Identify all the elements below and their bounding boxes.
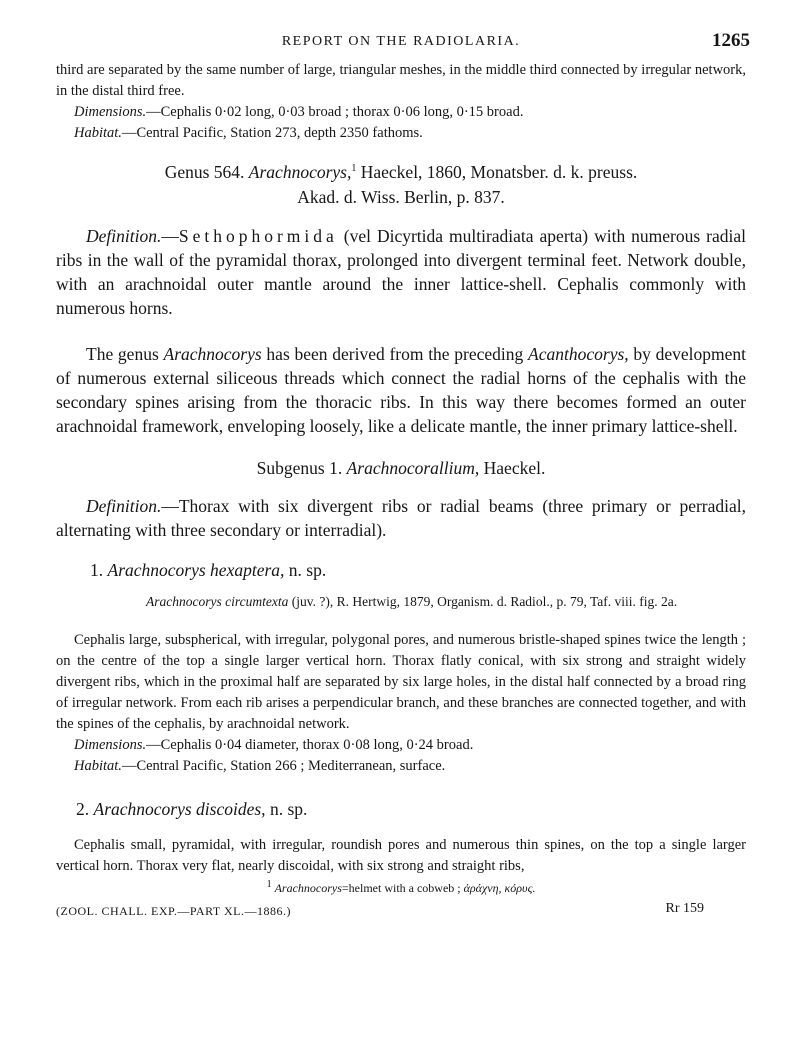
running-header [56, 30, 750, 60]
habitat-label: Habitat. [74, 125, 122, 141]
species-1-dimensions-label: Dimensions. [74, 737, 147, 753]
species-1-number: 1. [90, 560, 104, 580]
subgenus-author: Haeckel. [483, 458, 546, 478]
species-1-heading [90, 558, 746, 582]
footnote-greek: ἀράχνη, κόρυς. [463, 881, 536, 895]
genus-discussion-part-3: by development of numerous external siliceous threads which connect the radial horns of the cephalis with the secondary spines arising from the thoracic ribs. In this way there becomes formed an outer arachnoidal framework, enveloping loosely, like a delicate mantle, the inner primary lattice-shell. [56, 344, 747, 436]
genus-discussion-part-1: The genus [86, 344, 159, 364]
subgenus-definition-text: —Thorax with six divergent ribs or radial beams (three primary or perradial, alternating with three secondary or interradial). [56, 496, 746, 540]
species-1-synonym-name: Arachnocorys circumtexta [146, 594, 289, 609]
subgenus-definition [56, 494, 746, 542]
dimensions-label: Dimensions. [74, 104, 147, 120]
genus-discussion-name-2: Acanthocorys, [528, 344, 629, 364]
subgenus-name: Arachnocorallium, [346, 458, 480, 478]
genus-definition-dash: — [161, 226, 179, 246]
species-1-habitat [56, 756, 746, 777]
genus-discussion [56, 342, 746, 438]
page-number: 1265 [712, 30, 750, 51]
footnote-number: 1 [266, 879, 272, 890]
intro-continuation: third are separated by the same number of large, triangular meshes, in the middle third connected by irregular network, in the distal third free. [56, 62, 746, 99]
intro-dimensions [56, 102, 746, 123]
genus-definition-family: Sethophormida [178, 226, 338, 246]
genus-heading-line-2: Akad. d. Wiss. Berlin, p. 837. [297, 187, 505, 207]
dimensions-text: —Cephalis 0·02 long, 0·03 broad ; thorax 0·06 long, 0·15 broad. [146, 104, 524, 120]
species-1-dimensions-text: —Cephalis 0·04 diameter, thorax 0·08 long, 0·24 broad. [146, 737, 474, 753]
genus-name: Arachnocorys, [248, 162, 352, 182]
genus-author-citation: Haeckel, 1860, Monatsber. d. k. preuss. [360, 162, 638, 182]
species-1-name: Arachnocorys hexaptera, [107, 560, 285, 580]
page-footer [56, 901, 746, 923]
species-1-synonymy [146, 592, 746, 612]
species-1-habitat-label: Habitat. [74, 758, 122, 774]
species-1-dimensions [56, 735, 746, 756]
subgenus-heading [56, 456, 746, 480]
footer-signature: Rr 159 [665, 901, 704, 916]
footnote-marker: 1 [351, 163, 357, 175]
genus-definition-text: (vel Dicyrtida multiradiata aperta) with numerous radial ribs in the wall of the pyramidal thorax, prolonged into divergent terminal feet. Network double, with an arachnoidal outer mantle around the inner lattice-shell. Cephalis commonly with numerous horns. [56, 226, 746, 318]
species-1-synonym-reference: (juv. ?), R. Hertwig, 1879, Organism. d. Radiol., p. 79, Taf. viii. fig. 2a. [291, 594, 678, 609]
species-1-status: n. sp. [288, 560, 327, 580]
subgenus-definition-label: Definition. [86, 496, 162, 516]
species-2-heading [76, 797, 746, 821]
footnote [56, 879, 746, 897]
genus-discussion-name-1: Arachnocorys [163, 344, 262, 364]
intro-habitat [56, 123, 746, 144]
footnote-text: =helmet with a cobweb ; [341, 881, 461, 895]
species-2-description: Cephalis small, pyramidal, with irregular, roundish pores and numerous thin spines, on the top a single larger vertical horn. Thorax very flat, nearly discoidal, with six strong and straight ribs, [56, 837, 746, 874]
species-1-description: Cephalis large, subspherical, with irregular, polygonal pores, and numerous bristle-shaped spines twice the length ; on the centre of the top a single larger vertical horn. Thorax flatly conical, with six strong and straight widely divergent ribs, which in the proximal half are separated by six large holes, in the distal half connected by a broad ring of irregular network. From each rib arises a perpendicular branch, and these branches are connected together, and with the spines of the cephalis, by arachnoidal network. [56, 632, 746, 732]
genus-definition-label: Definition. [86, 226, 162, 246]
genus-prefix: Genus 564. [164, 162, 245, 182]
habitat-text: —Central Pacific, Station 273, depth 2350 fathoms. [121, 125, 423, 141]
species-2-number: 2. [76, 799, 90, 819]
species-2-name: Arachnocorys discoides, [93, 799, 266, 819]
page [56, 30, 750, 923]
species-1-habitat-text: —Central Pacific, Station 266 ; Mediterranean, surface. [121, 758, 446, 774]
footer-series: (ZOOL. CHALL. EXP.—PART XL.—1886.) [56, 904, 291, 918]
species-2-status: n. sp. [269, 799, 308, 819]
footnote-term: Arachnocorys [274, 881, 342, 895]
subgenus-prefix: Subgenus 1. [256, 458, 343, 478]
genus-discussion-part-2: has been derived from the preceding [266, 344, 524, 364]
genus-definition [56, 224, 746, 320]
genus-heading-line-1 [56, 160, 746, 185]
running-title: REPORT ON THE RADIOLARIA. [281, 34, 521, 49]
genus-heading [56, 160, 746, 210]
